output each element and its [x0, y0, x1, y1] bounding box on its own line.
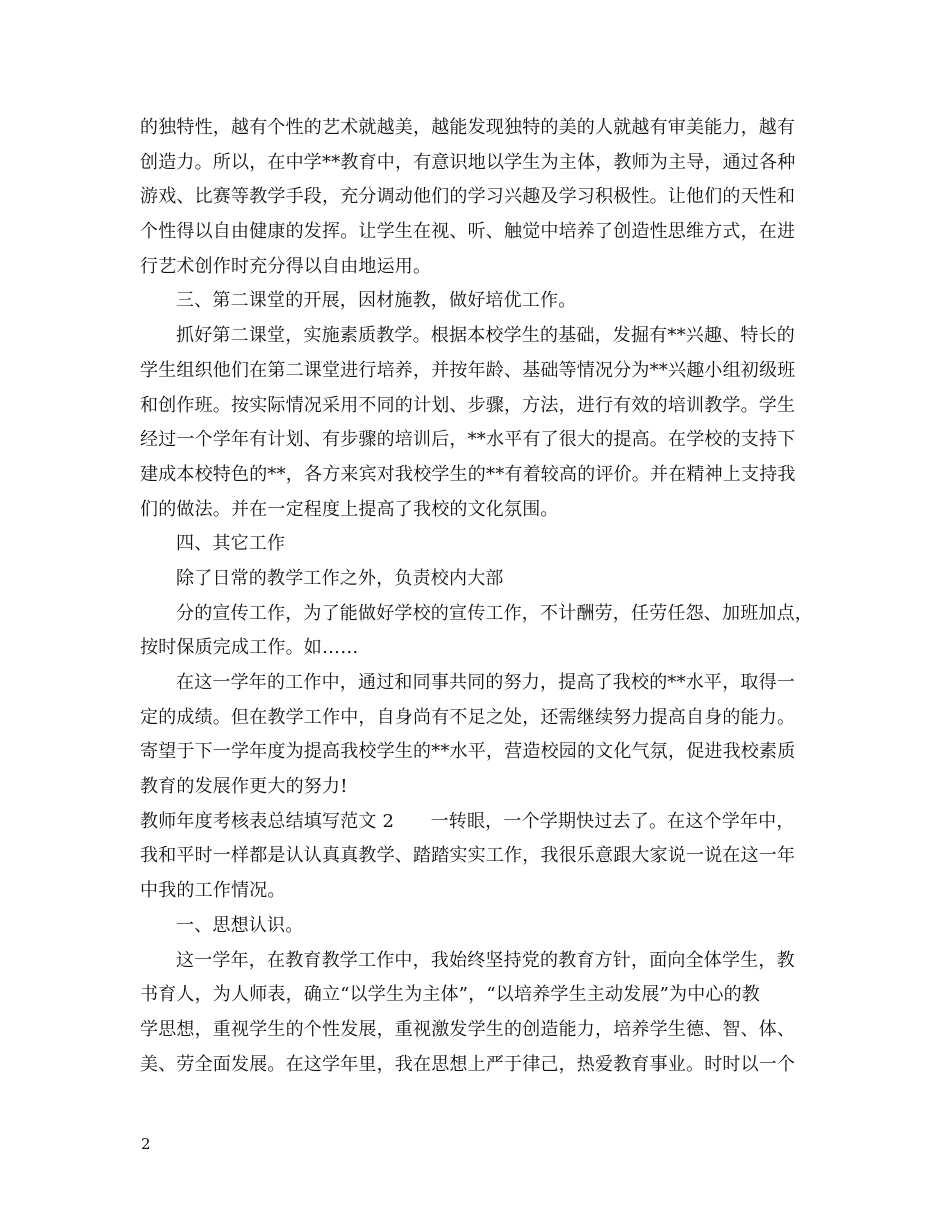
- text-line: 一、思想认识。: [176, 914, 304, 936]
- text-line: 分的宣传工作，为了能做好学校的宣传工作，不计酬劳，任劳任怨、加班加点，: [176, 602, 813, 624]
- text-line: 寄望于下一学年度为提高我校学生的**水平，营造校园的文化气氛，促进我校素质: [140, 741, 796, 763]
- text-line: 在这一学年的工作中，通过和同事共同的努力，提高了我校的**水平，取得一: [176, 672, 795, 693]
- text-line: 除了日常的教学工作之外，负责校内大部: [176, 567, 504, 589]
- text-line: 中我的工作情况。: [140, 880, 286, 902]
- text-line: 四、其它工作: [176, 533, 286, 555]
- text-line: 的独特性，越有个性的艺术就越美，越能发现独特的美的人就越有审美能力，越有: [140, 117, 796, 138]
- text-line: 抓好第二课堂，实施素质教学。根据本校学生的基础，发掘有**兴趣、特长的: [176, 325, 795, 347]
- document-body: [140, 111, 830, 1082]
- text-line: 三、第二课堂的开展，因材施教，做好培优工作。: [176, 290, 577, 312]
- text-line: 美、劳全面发展。在这学年里，我在思想上严于律己，热爱教育事业。时时以一个: [140, 1053, 796, 1075]
- text-line: 经过一个学年有计划、有步骤的培训后，**水平有了很大的提高。在学校的支持下: [140, 429, 796, 451]
- text-line: 行艺术创作时充分得以自由地运用。: [140, 255, 432, 277]
- text-line: 我和平时一样都是认认真真教学、踏踏实实工作，我很乐意跟大家说一说在这一年: [140, 845, 796, 867]
- text-line: 这一学年，在教育教学工作中，我始终坚持党的教育方针，面向全体学生，教: [176, 949, 795, 971]
- text-line: 游戏、比赛等教学手段，充分调动他们的学习兴趣及学习积极性。让他们的天性和: [140, 186, 796, 208]
- text-line: 个性得以自由健康的发挥。让学生在视、听、触觉中培养了创造性思维方式，在进: [140, 221, 796, 243]
- text-line: 教师年度考核表总结填写范文 2 一转眼，一个学期快过去了。在这个学年中，: [140, 810, 795, 832]
- text-line: 书育人，为人师表，确立“以学生为主体”，“以培养学生主动发展”为中心的教: [140, 984, 761, 1006]
- text-line: 教育的发展作更大的努力!: [140, 776, 348, 798]
- text-line: 学思想，重视学生的个性发展，重视激发学生的创造能力，培养学生德、智、体、: [140, 1018, 796, 1040]
- text-line: 和创作班。按实际情况采用不同的计划、步骤，方法，进行有效的培训教学。学生: [140, 394, 796, 416]
- page-number: 2: [141, 1135, 151, 1153]
- text-line: 按时保质完成工作。如……: [140, 637, 359, 659]
- text-line: 们的做法。并在一定程度上提高了我校的文化氛围。: [140, 498, 559, 520]
- text-line: 定的成绩。但在教学工作中，自身尚有不足之处，还需继续努力提高自身的能力。: [140, 706, 796, 728]
- text-line: 建成本校特色的**，各方来宾对我校学生的**有着较高的评价。并在精神上支持我: [140, 463, 796, 485]
- text-line: 创造力。所以，在中学**教育中，有意识地以学生为主体，教师为主导，通过各种: [140, 151, 796, 173]
- text-line: 学生组织他们在第二课堂进行培养，并按年龄、基础等情况分为**兴趣小组初级班: [140, 359, 796, 381]
